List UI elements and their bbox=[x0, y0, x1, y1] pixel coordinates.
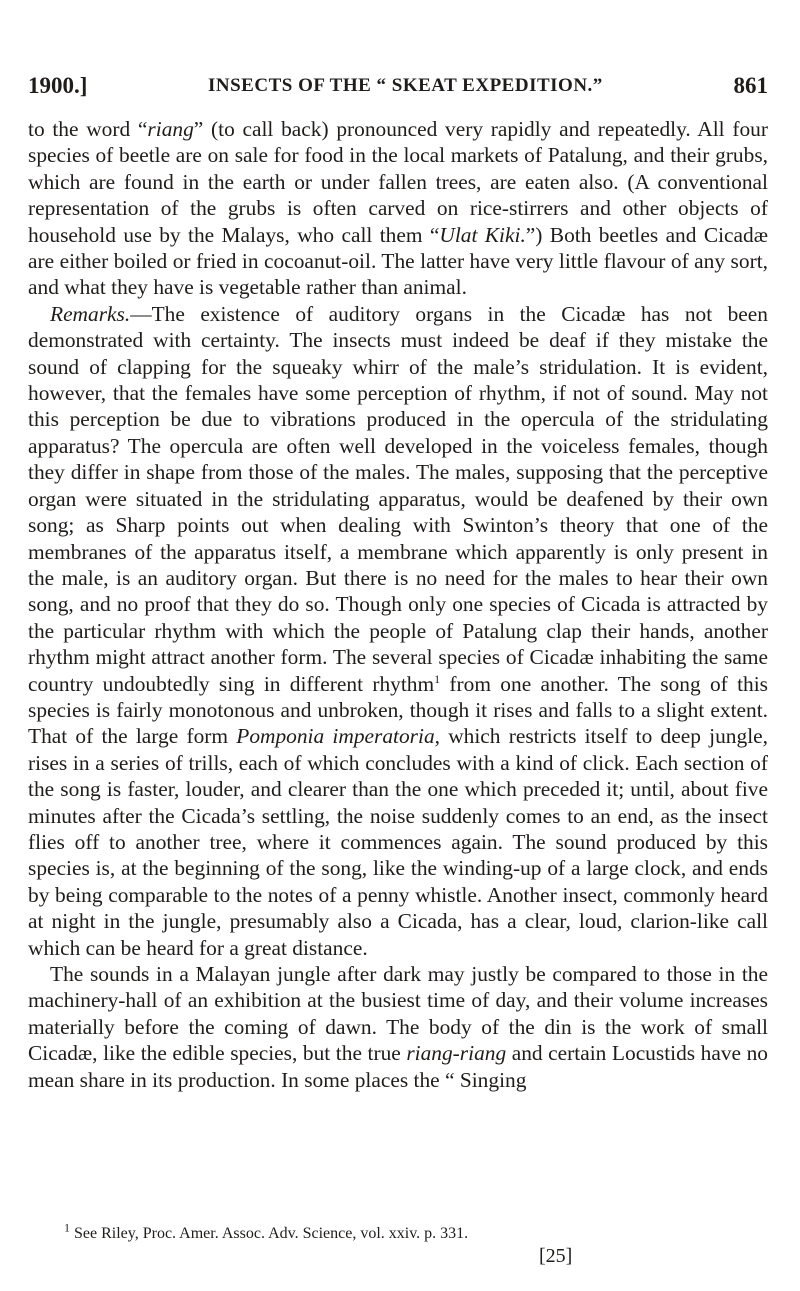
footnote-ref: 1 bbox=[434, 671, 441, 686]
signature-mark: [25] bbox=[539, 1245, 573, 1267]
paragraph-3: The sounds in a Malayan jungle after dark may justly be compared to those in the machinery-hall of an exhibition at the busiest time of day, and their volume increases materially before the coming of dawn. The body of the din is the work of small Cicadæ, like the edible species, but the true riang-riang and certain Locustids have no mean share in its production. In some places the “ Singing bbox=[28, 962, 769, 1092]
remarks-heading: Remarks. bbox=[50, 301, 131, 326]
term-riang: riang bbox=[147, 117, 194, 141]
header-running-title: INSECTS OF THE “ SKEAT EXPEDITION.” bbox=[208, 75, 603, 96]
header-year: 1900.] bbox=[28, 73, 88, 98]
paragraph-2: Remarks.—The existence of auditory organs in the Cicadæ has not been demonstrated with certainty. The insects must indeed be deaf if they mistake the sound of clapping for the squeaky whirr of the male’s stridulation. It is evident, however, that the females have some perception of rhythm, if not of sound. May not this perception be due to vibrations produced in the opercula of the stridulating apparatus? The opercula are often well developed in the voiceless females, though they differ in shape from those of the males. The males, supposing that the perceptive organ were situated in the stridulating apparatus, would be deafened by their own song; as Sharp points out when dealing with Swinton’s theory that one of the membranes of the apparatus itself, a membrane which apparently is only present in the male, is an auditory organ. But there is no need for the males to hear their own song, and no proof that they do so. Though only one species of Cicada is attracted by the particular rhythm with which the people of Patalung clap their hands, another rhythm might attract another form. The several species of Cicadæ inhabiting the same country undoubtedly sing in different rhythm$^1$ from one another. The song of this species is fairly monotonous and unbroken, though it rises and falls to a slight extent. That of the large form Pomponia imperatoria, which restricts itself to deep jungle, rises in a series of trills, each of which concludes with a kind of click. Each section of the song is faster, louder, and clearer than the one which preceded it; until, about five minutes after the Cicada’s settling, the noise suddenly comes to an end, as the insect flies off to another tree, where it commences again. The sound produced by this species is, at the beginning of the song, like the winding-up of a large clock, and ends by being comparable to the notes of a penny whistle. Another insect, commonly heard at night in the jungle, presumably also a Cicada, has a clear, loud, clarion-like call which can be heard for a great distance. bbox=[28, 301, 768, 960]
term-riang-riang: riang-riang bbox=[406, 1041, 507, 1066]
footnote bbox=[28, 1220, 768, 1244]
term-ulat-kiki: Ulat Kiki. bbox=[439, 222, 526, 247]
species-name: Pomponia imperatoria bbox=[236, 724, 435, 749]
footnote-text: See Riley, Proc. Amer. Assoc. Adv. Science, vol. xxiv. p. 331. bbox=[74, 1225, 469, 1242]
page-number: 861 bbox=[733, 73, 768, 98]
footnote-marker: 1 bbox=[64, 1220, 70, 1235]
running-header bbox=[28, 73, 768, 103]
body-text bbox=[28, 116, 768, 1093]
paragraph-1: to the word “riang” (to call back) pronounced very rapidly and repeatedly. All four species of beetle are on sale for food in the local markets of Patalung, and their grubs, which are found in the earth or under fallen trees, are eaten also. (A conventional representation of the grubs is often carved on rice-stirrers and other objects of household use by the Malays, who call them “Ulat Kiki.”) Both beetles and Cicadæ are either boiled or fried in cocoanut-oil. The latter have very little flavour of any sort, and what they have is vegetable rather than animal. bbox=[28, 117, 768, 300]
